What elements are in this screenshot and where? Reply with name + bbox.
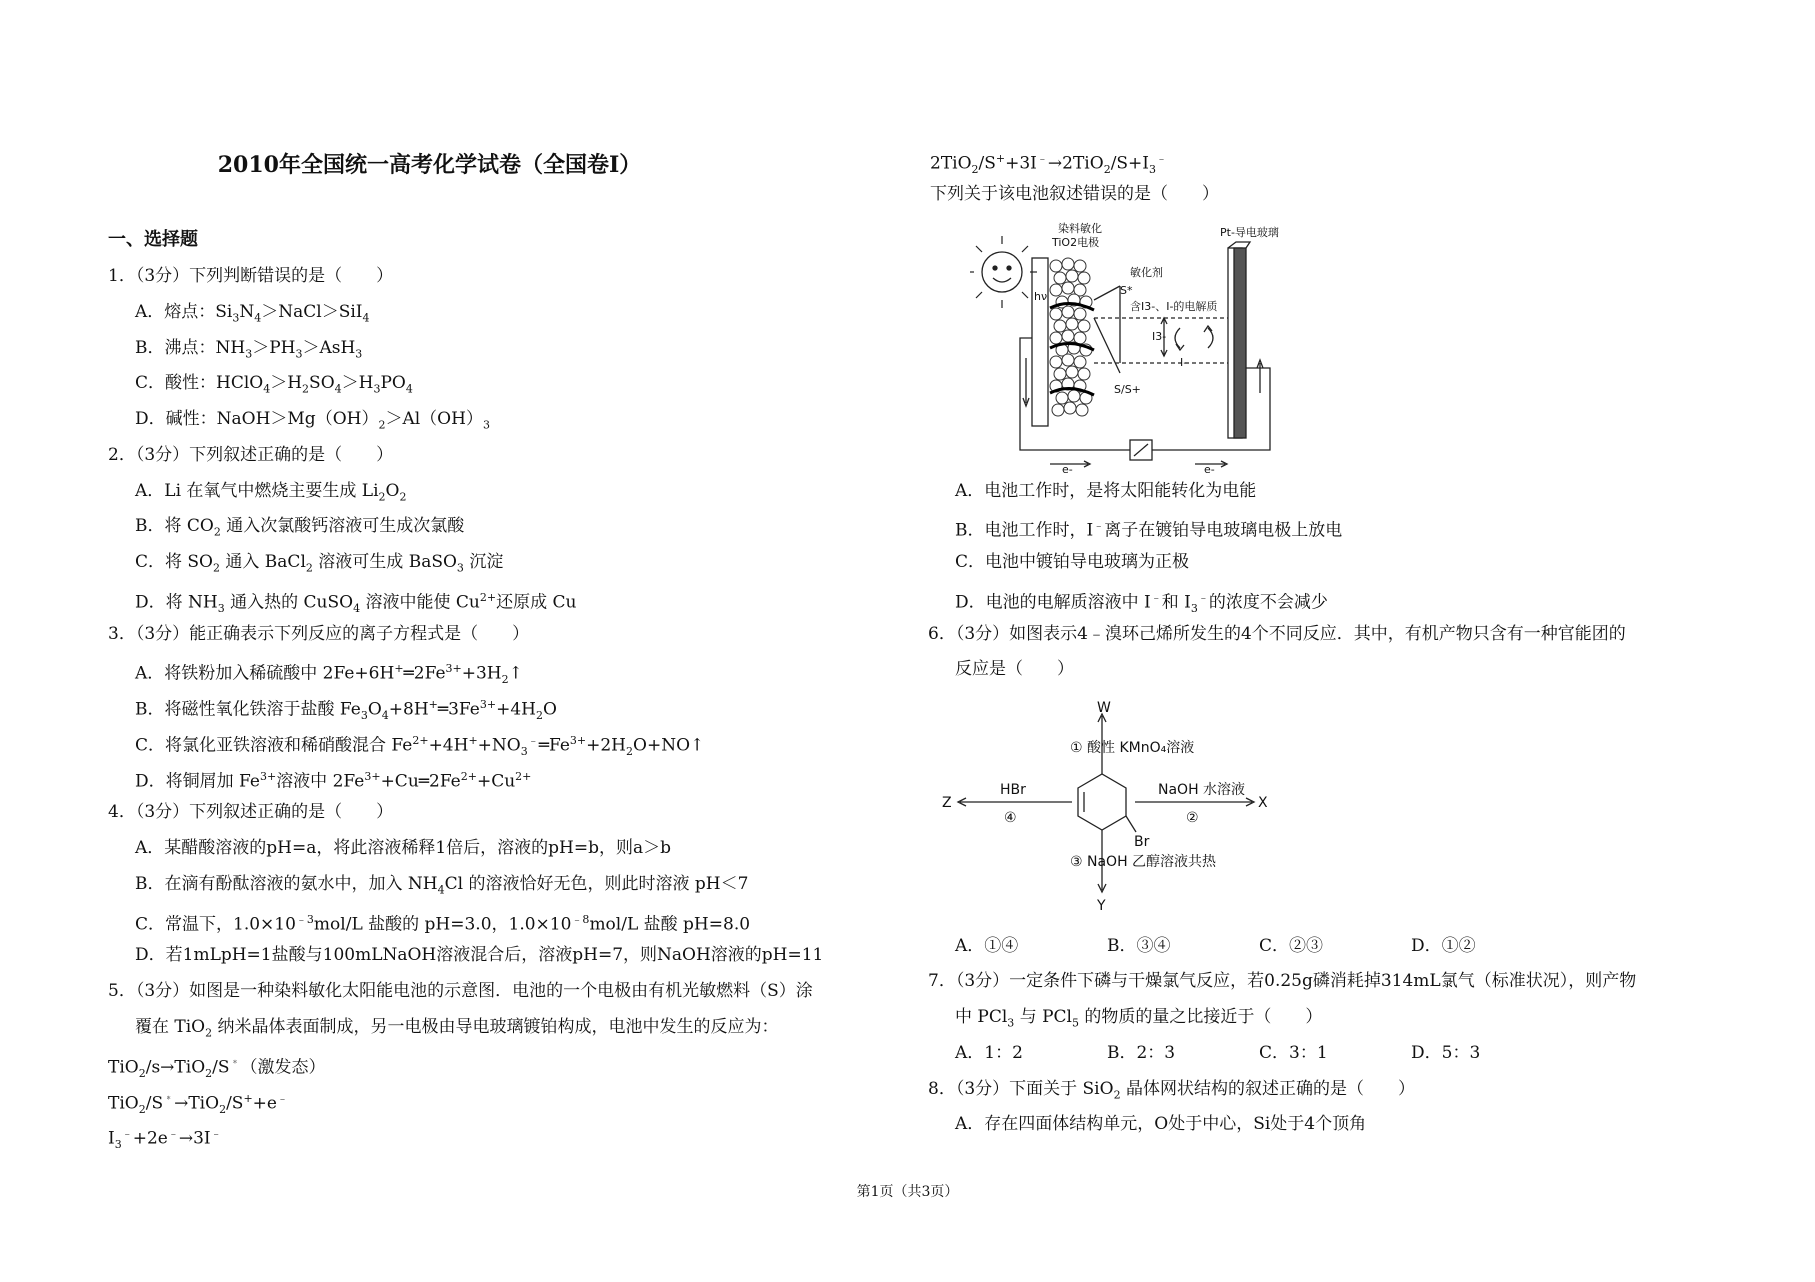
q5-equation-3: $I_3^﹣+2e^﹣\to 3I^﹣$ xyxy=(108,1127,222,1152)
q8-option-a: A．存在四面体结构单元，O处于中心，Si处于4个顶角 xyxy=(955,1114,1367,1134)
fig-label-i3: I3- xyxy=(1152,330,1167,343)
q6-stem-line1: 6．（3分）如图表示4﹣溴环己烯所发生的4个不同反应．其中，有机产物只含有一种官能团的 xyxy=(928,624,1626,644)
section-heading: 一、选择题 xyxy=(108,229,198,250)
q5-option-d: D．电池的电解质溶液中 I﹣和 $I_3^﹣$的浓度不会减少 xyxy=(955,591,1328,616)
cyclohexene-ring xyxy=(1078,774,1126,830)
q2-option-d: D．将 $NH_3$ 通入热的 CuSO$_4$ 溶液中能使 $Cu^{2+}$还原成 Cu xyxy=(135,591,577,616)
q7-stem-line2: 中 PCl$_3$ 与 PCl$_5$ 的物质的量之比接近于（ ） xyxy=(955,1007,1323,1030)
q1-stem: 1．（3分）下列判断错误的是（ ） xyxy=(108,266,394,286)
q6-options xyxy=(955,935,1563,957)
q5-option-b: B．电池工作时，I﹣离子在镀铂导电玻璃电极上放电 xyxy=(955,519,1343,541)
reaction-scheme-figure xyxy=(930,700,1290,920)
exam-title: 2010年全国统一高考化学试卷（全国卷I） xyxy=(217,152,642,178)
reaction-4: ④ xyxy=(1004,810,1017,826)
q6-option-d: D．①② xyxy=(1411,936,1476,956)
fig-label-s-star: S* xyxy=(1120,284,1133,297)
q2-option-b: B．将 $CO_2$ 通入次氯酸钙溶液可生成次氯酸 xyxy=(135,516,465,539)
q3-option-b: B．将磁性氧化铁溶于盐酸 $Fe_3O_4+8H^+═3Fe^{3+}+4H_2O$ xyxy=(135,698,557,723)
fig-label-ss: S/S+ xyxy=(1114,383,1141,396)
q1-option-c: C．酸性：$HClO_4>H_2SO_4>H_3PO_4$ xyxy=(135,373,413,396)
q1-option-a: A．熔点：$Si_3N_4>NaCl>SiI_4$ xyxy=(135,302,370,325)
fig-label-electrode: 染料敏化 xyxy=(1058,222,1102,235)
q4-option-d: D．若1mLpH=1盐酸与100mLNaOH溶液混合后，溶液pH=7，则NaOH溶液的pH=11 xyxy=(135,945,824,965)
reaction-3: ③ NaOH 乙醇溶液共热 xyxy=(1070,854,1217,870)
product-z: Z xyxy=(942,795,952,811)
q3-option-a: A．将铁粉加入稀硫酸中 $2Fe+6H^+═2Fe^{3+}+3H_2↑$ xyxy=(135,662,523,687)
fig-label-electrode2: TiO2电极 xyxy=(1052,236,1100,249)
q4-option-c: C．常温下，$1.0\times 10^{﹣3}mol/L$ 盐酸的 pH=3.0，$1.0\times 10^{﹣8}mol/L$ 盐酸 pH=8.0 xyxy=(135,913,751,935)
q7-options xyxy=(955,1042,1563,1064)
reaction-2-reagent: NaOH 水溶液 xyxy=(1158,782,1246,798)
product-y: Y xyxy=(1097,898,1106,914)
solar-cell-figure xyxy=(970,218,1300,473)
q5-ask: 下列关于该电池叙述错误的是（ ） xyxy=(930,184,1219,204)
q4-option-a: A．某醋酸溶液的pH=a，将此溶液稀释1倍后，溶液的pH=b，则a＞b xyxy=(135,838,672,858)
q7-stem-line1: 7．（3分）一定条件下磷与干燥氯气反应，若0.25g磷消耗掉314mL氯气（标准状况），则产物 xyxy=(928,971,1637,991)
q4-option-b: B．在滴有酚酞溶液的氨水中，加入 $NH_4Cl$ 的溶液恰好无色，则此时溶液 pH＜7 xyxy=(135,874,749,897)
q6-stem-line2: 反应是（ ） xyxy=(955,659,1074,679)
q5-option-c: C．电池中镀铂导电玻璃为正极 xyxy=(955,552,1190,572)
q5-equation-1: TiO$_2$/s→TiO$_2$/S﹡（激发态） xyxy=(108,1056,326,1081)
fig-label-i: I- xyxy=(1180,356,1188,369)
q7-option-a: A．1：2 xyxy=(955,1043,1023,1063)
q5-equation-2: TiO$_2$/S﹡→TiO$_2$/S++e﹣ xyxy=(108,1092,288,1117)
q6-option-a: A．①④ xyxy=(955,936,1019,956)
fig-label-sensitizer: 敏化剂 xyxy=(1130,266,1163,279)
q2-option-a: A．Li 在氧气中燃烧主要生成 $Li_2O_2$ xyxy=(135,481,407,504)
page-footer: 第1页（共3页） xyxy=(856,1184,959,1200)
q3-option-c: C．将氯化亚铁溶液和稀硝酸混合 $Fe^{2+}+4H^++NO_3^﹣═Fe^{3+}+2H_2O+NO↑$ xyxy=(135,734,705,759)
q6-option-b: B．③④ xyxy=(1107,936,1171,956)
reaction-1: ① 酸性 KMnO₄溶液 xyxy=(1070,740,1195,756)
fig-label-e-right: e- xyxy=(1204,463,1215,473)
q3-stem: 3．（3分）能正确表示下列反应的离子方程式是（ ） xyxy=(108,624,530,644)
q1-option-d: D．碱性：$NaOH>Mg(OH)_2>Al(OH)_3$ xyxy=(135,409,490,432)
fig-label-e-left: e- xyxy=(1062,463,1073,473)
q4-stem: 4．（3分）下列叙述正确的是（ ） xyxy=(108,802,394,822)
reaction-4-reagent: HBr xyxy=(1000,782,1026,798)
sun-icon xyxy=(982,252,1022,292)
product-w: W xyxy=(1097,700,1111,716)
q7-option-c: C．3：1 xyxy=(1259,1043,1328,1063)
q2-stem: 2．（3分）下列叙述正确的是（ ） xyxy=(108,445,394,465)
q6-option-c: C．②③ xyxy=(1259,936,1324,956)
q7-option-b: B．2：3 xyxy=(1107,1043,1176,1063)
q2-option-c: C．将 $SO_2$ 通入 BaCl$_2$ 溶液可生成 BaSO$_3$ 沉淀 xyxy=(135,552,504,575)
q5-stem-line2: 覆在 TiO$_2$ 纳米晶体表面制成，另一电极由导电玻璃镀铂构成，电池中发生的反应为： xyxy=(135,1017,779,1040)
fig-label-hv: hν xyxy=(1034,290,1048,303)
q5-stem-line1: 5．（3分）如图是一种染料敏化太阳能电池的示意图．电池的一个电极由有机光敏燃料（S）涂 xyxy=(108,981,813,1001)
reaction-2: ② xyxy=(1186,810,1199,826)
product-x: X xyxy=(1258,795,1268,811)
exam-title-wrap xyxy=(0,148,1815,179)
q5-option-a: A．电池工作时，是将太阳能转化为电能 xyxy=(955,481,1257,501)
q1-option-b: B．沸点：$NH_3>PH_3>AsH_3$ xyxy=(135,338,363,361)
q5-equation-4: $2TiO_2/S^++3I^﹣\to 2TiO_2/S+I_3^﹣$ xyxy=(930,152,1168,177)
q8-stem: 8．（3分）下面关于 SiO$_2$ 晶体网状结构的叙述正确的是（ ） xyxy=(928,1079,1415,1102)
q3-option-d: D．将铜屑加 $Fe^{3+}$溶液中 $2Fe^{3+}+Cu═2Fe^{2+}+Cu^{2+}$ xyxy=(135,770,532,792)
fig-label-pt: Pt-导电玻璃 xyxy=(1220,226,1279,239)
fig-label-electrolyte: 含I3-、I-的电解质 xyxy=(1130,300,1218,313)
bromo-label: Br xyxy=(1134,834,1150,850)
q7-option-d: D．5：3 xyxy=(1411,1043,1481,1063)
